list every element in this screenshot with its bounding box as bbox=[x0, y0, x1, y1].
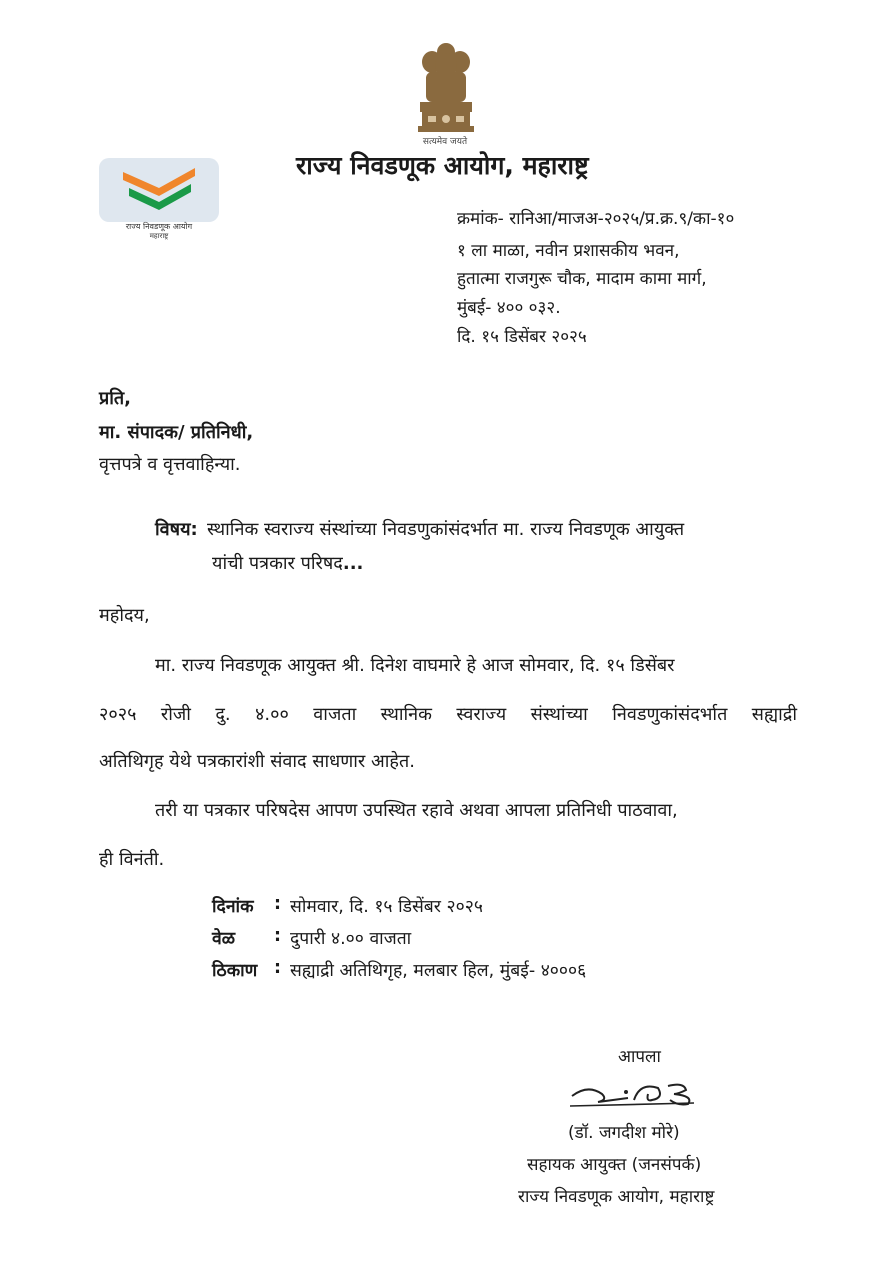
reference-number: क्रमांक- रानिआ/माजअ-२०२५/प्र.क्र.९/का-१० bbox=[457, 209, 735, 229]
detail-time-colon: : bbox=[274, 926, 281, 946]
detail-date-colon: : bbox=[274, 894, 281, 914]
closing: आपला bbox=[618, 1047, 661, 1067]
emblem-motto: सत्यमेव जयते bbox=[422, 137, 468, 147]
signatory-office: राज्य निवडणूक आयोग, महाराष्ट्र bbox=[518, 1187, 715, 1207]
paragraph-1-line-3: अतिथिगृह येथे पत्रकारांशी संवाद साधणार आहेत. bbox=[99, 751, 415, 772]
recipient-title: मा. संपादक/ प्रतिनिधी, bbox=[99, 422, 254, 443]
detail-time-label: वेळ bbox=[212, 929, 236, 949]
address-line-3: मुंबई- ४०० ०३२. bbox=[457, 298, 561, 318]
address-line-1: १ ला माळा, नवीन प्रशासकीय भवन, bbox=[457, 241, 680, 261]
paragraph-2-line-1: तरी या पत्रकार परिषदेस आपण उपस्थित रहावे अथवा आपला प्रतिनिधी पाठवावा, bbox=[155, 800, 678, 821]
letter-date: दि. १५ डिसेंबर २०२५ bbox=[457, 327, 587, 347]
logo-caption: राज्य निवडणूक आयोग bbox=[125, 222, 193, 231]
salutation: महोदय, bbox=[99, 605, 150, 626]
detail-time-value: दुपारी ४.०० वाजता bbox=[290, 929, 412, 949]
subject-line-2: यांची पत्रकार परिषद... bbox=[212, 553, 364, 574]
detail-venue-label: ठिकाण bbox=[212, 961, 258, 981]
logo-caption-state: महाराष्ट्र bbox=[149, 232, 169, 240]
recipient-org: वृत्तपत्रे व वृत्तवाहिन्या. bbox=[99, 454, 241, 475]
letterhead-title: राज्य निवडणूक आयोग, महाराष्ट्र bbox=[296, 151, 589, 180]
tricolor-check-icon bbox=[119, 162, 199, 218]
signature-icon bbox=[568, 1076, 718, 1112]
paragraph-2-line-2: ही विनंती. bbox=[99, 849, 165, 870]
detail-venue-colon: : bbox=[274, 958, 281, 978]
subject-label: विषय: bbox=[155, 519, 198, 540]
paragraph-1-line-2: २०२५ रोजी दु. ४.०० वाजता स्थानिक स्वराज्य संस्थांच्या निवडणुकांसंदर्भात सह्याद्री bbox=[99, 704, 797, 725]
recipient-prefix: प्रति, bbox=[99, 388, 132, 409]
address-line-2: हुतात्मा राजगुरू चौक, मादाम कामा मार्ग, bbox=[457, 269, 707, 289]
paragraph-1-line-1: मा. राज्य निवडणूक आयुक्त श्री. दिनेश वाघमारे हे आज सोमवार, दि. १५ डिसेंबर bbox=[155, 655, 675, 676]
detail-date-label: दिनांक bbox=[212, 897, 254, 917]
detail-date-value: सोमवार, दि. १५ डिसेंबर २०२५ bbox=[290, 897, 483, 917]
national-emblem-icon bbox=[408, 40, 484, 140]
subject-line-1: स्थानिक स्वराज्य संस्थांच्या निवडणुकांसंदर्भात मा. राज्य निवडणूक आयुक्त bbox=[207, 519, 685, 540]
signatory-name: (डॉ. जगदीश मोरे) bbox=[568, 1123, 680, 1143]
commission-logo bbox=[99, 158, 219, 222]
signatory-designation: सहायक आयुक्त (जनसंपर्क) bbox=[527, 1155, 702, 1175]
detail-venue-value: सह्याद्री अतिथिगृह, मलबार हिल, मुंबई- ४०००६ bbox=[290, 961, 587, 981]
